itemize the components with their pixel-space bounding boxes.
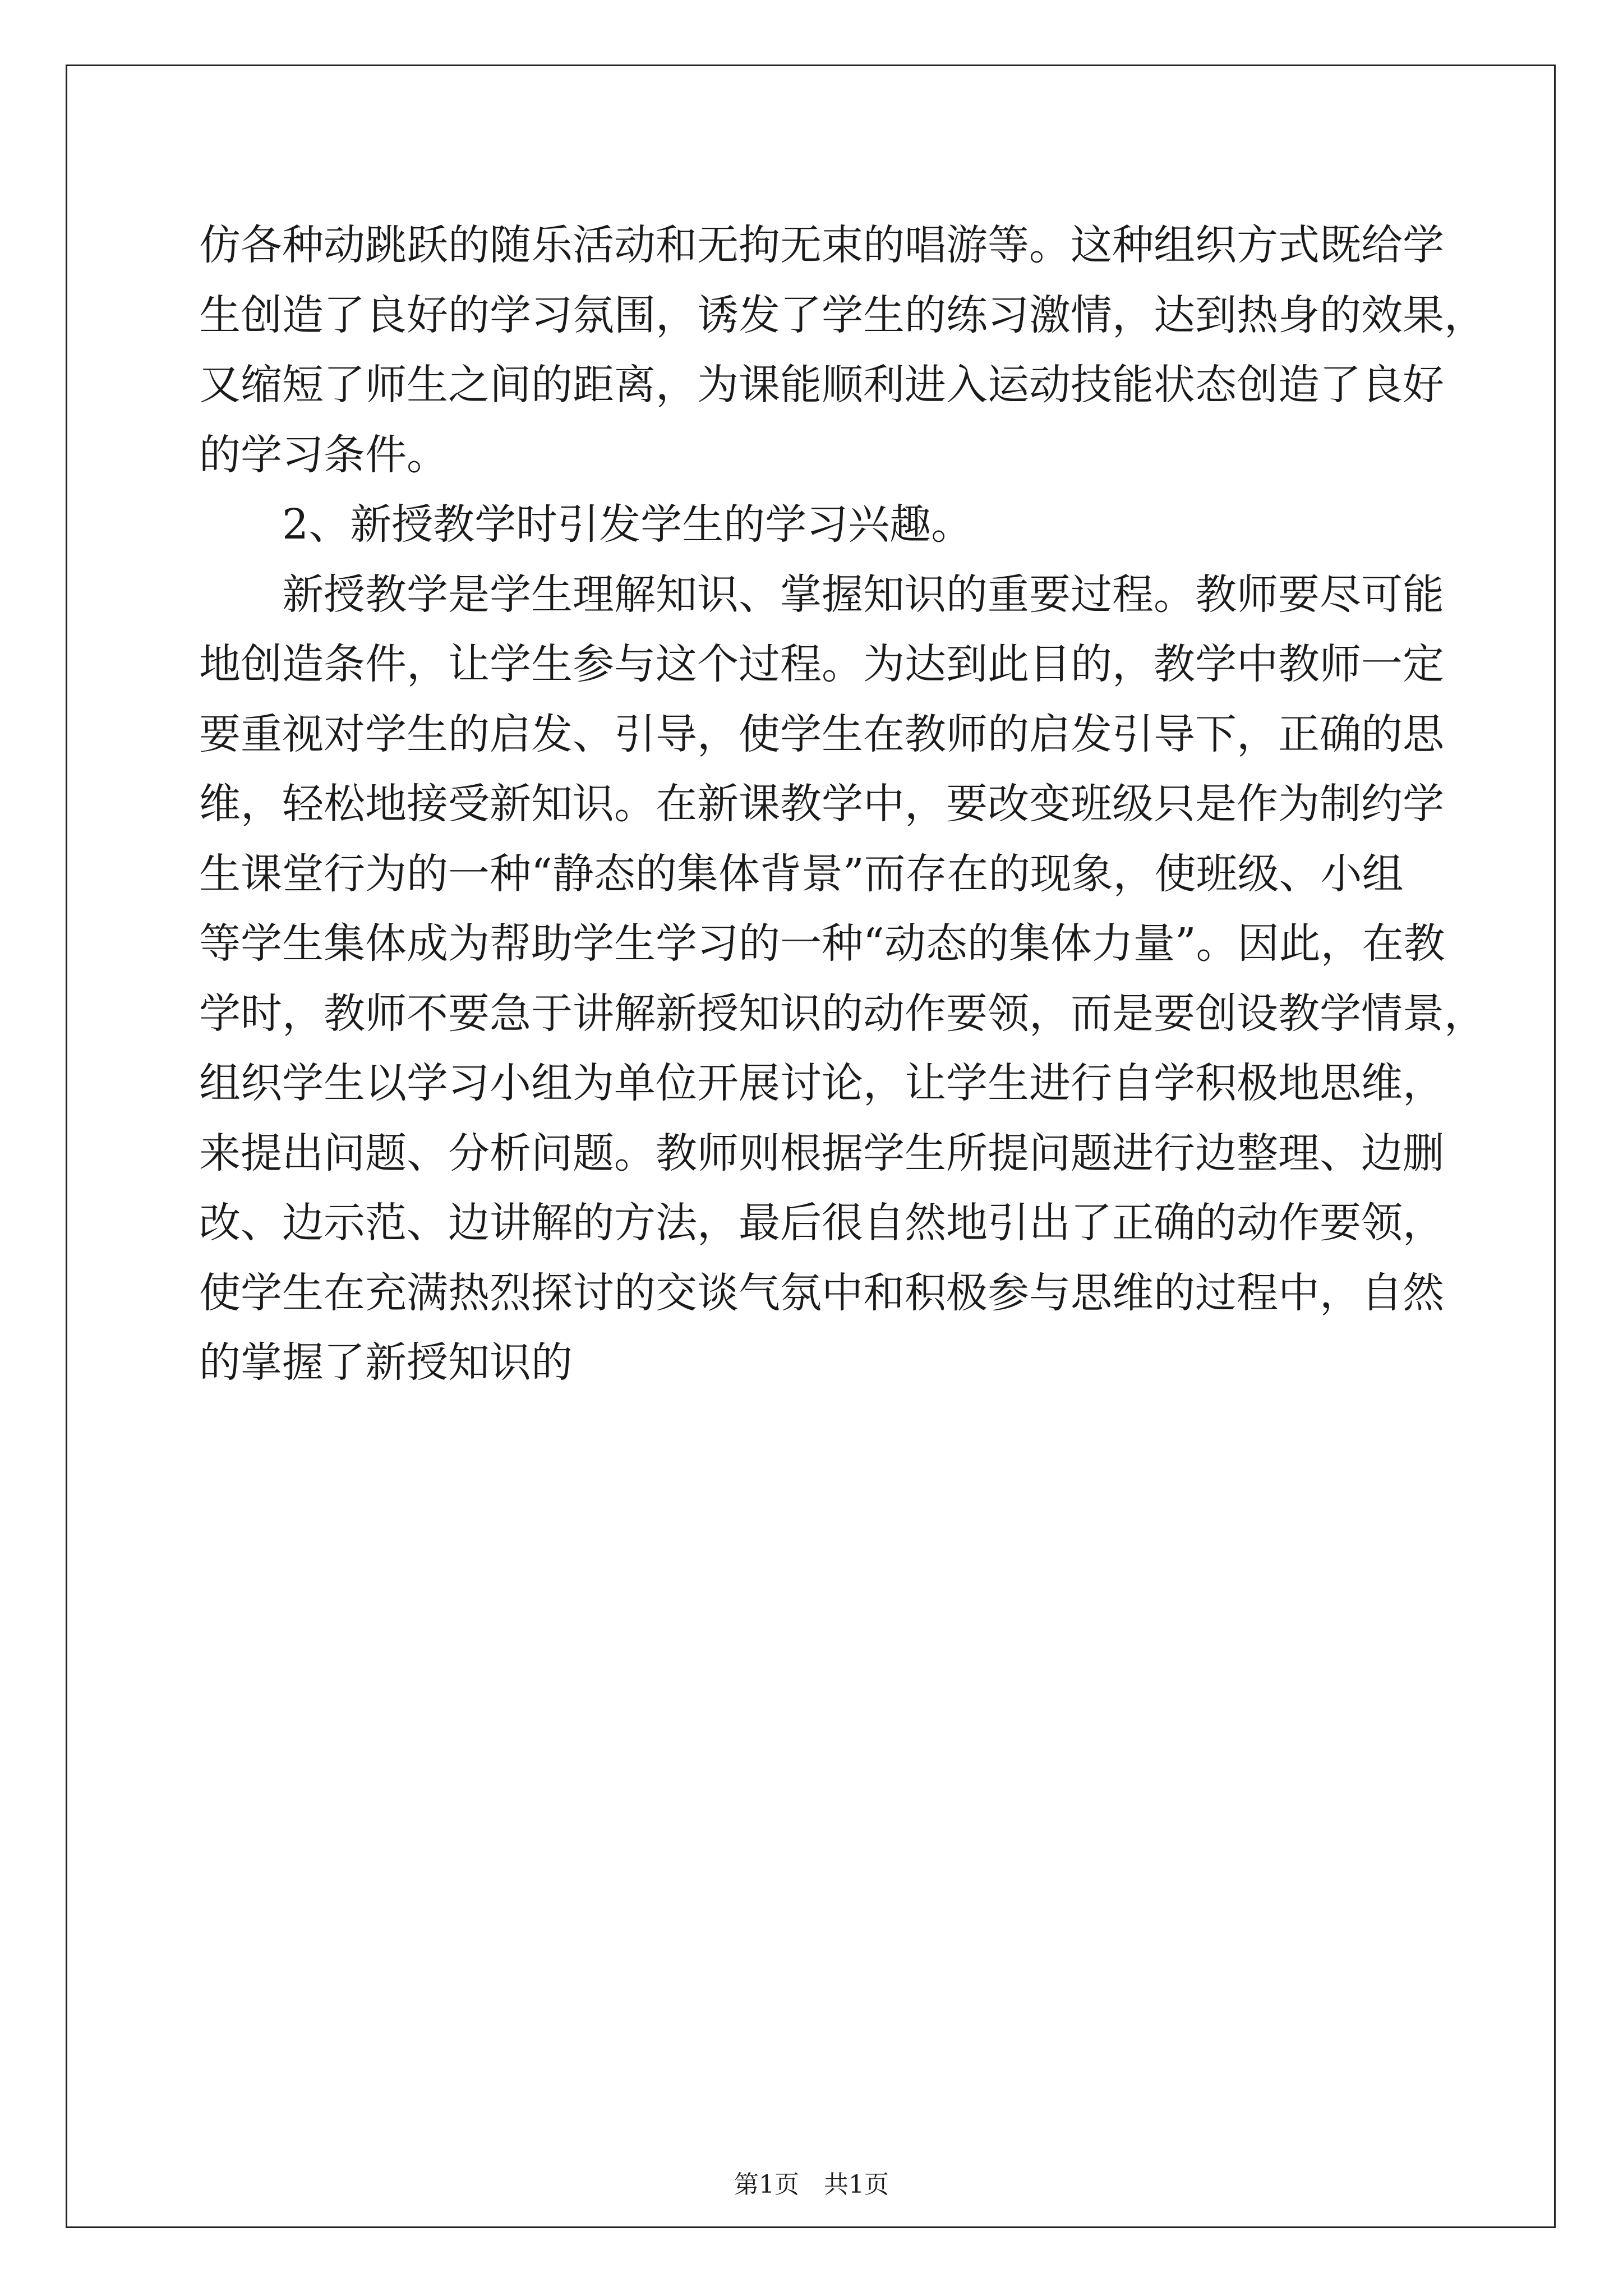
text-line: 学时，教师不要急于讲解新授知识的动作要领，而是要创设教学情景， (199, 989, 1486, 1038)
document-body (199, 210, 1486, 1398)
text-line: 生创造了良好的学习氛围，诱发了学生的练习激情，达到热身的效果， (199, 291, 1486, 339)
text-line: 维，轻松地接受新知识。在新课教学中，要改变班级只是作为制约学 (199, 780, 1444, 828)
text-line: 组织学生以学习小组为单位开展讨论，让学生进行自学积极地思维， (199, 1059, 1444, 1107)
text-line: 仿各种动跳跃的随乐活动和无拘无束的唱游等。这种组织方式既给学 (199, 221, 1444, 269)
section-heading: 2、新授教学时引发学生的学习兴趣。 (282, 500, 973, 549)
text-line: 要重视对学生的启发、引导，使学生在教师的启发引导下，正确的思 (199, 710, 1444, 758)
text-line: 等学生集体成为帮助学生学习的一种“动态的集体力量”。因此，在教 (199, 919, 1445, 968)
text-line: 的掌握了新授知识的 (199, 1338, 573, 1387)
text-line: 改、边示范、边讲解的方法，最后很自然地引出了正确的动作要领， (199, 1199, 1444, 1247)
text-line: 的学习条件。 (199, 430, 448, 479)
text-line: 又缩短了师生之间的距离，为课能顺利进入运动技能状态创造了良好 (199, 361, 1444, 409)
text-line: 生课堂行为的一种“静态的集体背景”而存在的现象，使班级、小组 (199, 849, 1404, 898)
text-line: 使学生在充满热烈探讨的交谈气氛中和积极参与思维的过程中，自然 (199, 1268, 1444, 1317)
text-line: 来提出问题、分析问题。教师则根据学生所提问题进行边整理、边删 (199, 1129, 1444, 1177)
text-line: 地创造条件，让学生参与这个过程。为达到此目的，教学中教师一定 (199, 640, 1444, 688)
text-line: 新授教学是学生理解知识、掌握知识的重要过程。教师要尽可能 (282, 570, 1444, 619)
page-number-footer: 第1页 共1页 (734, 2170, 889, 2199)
